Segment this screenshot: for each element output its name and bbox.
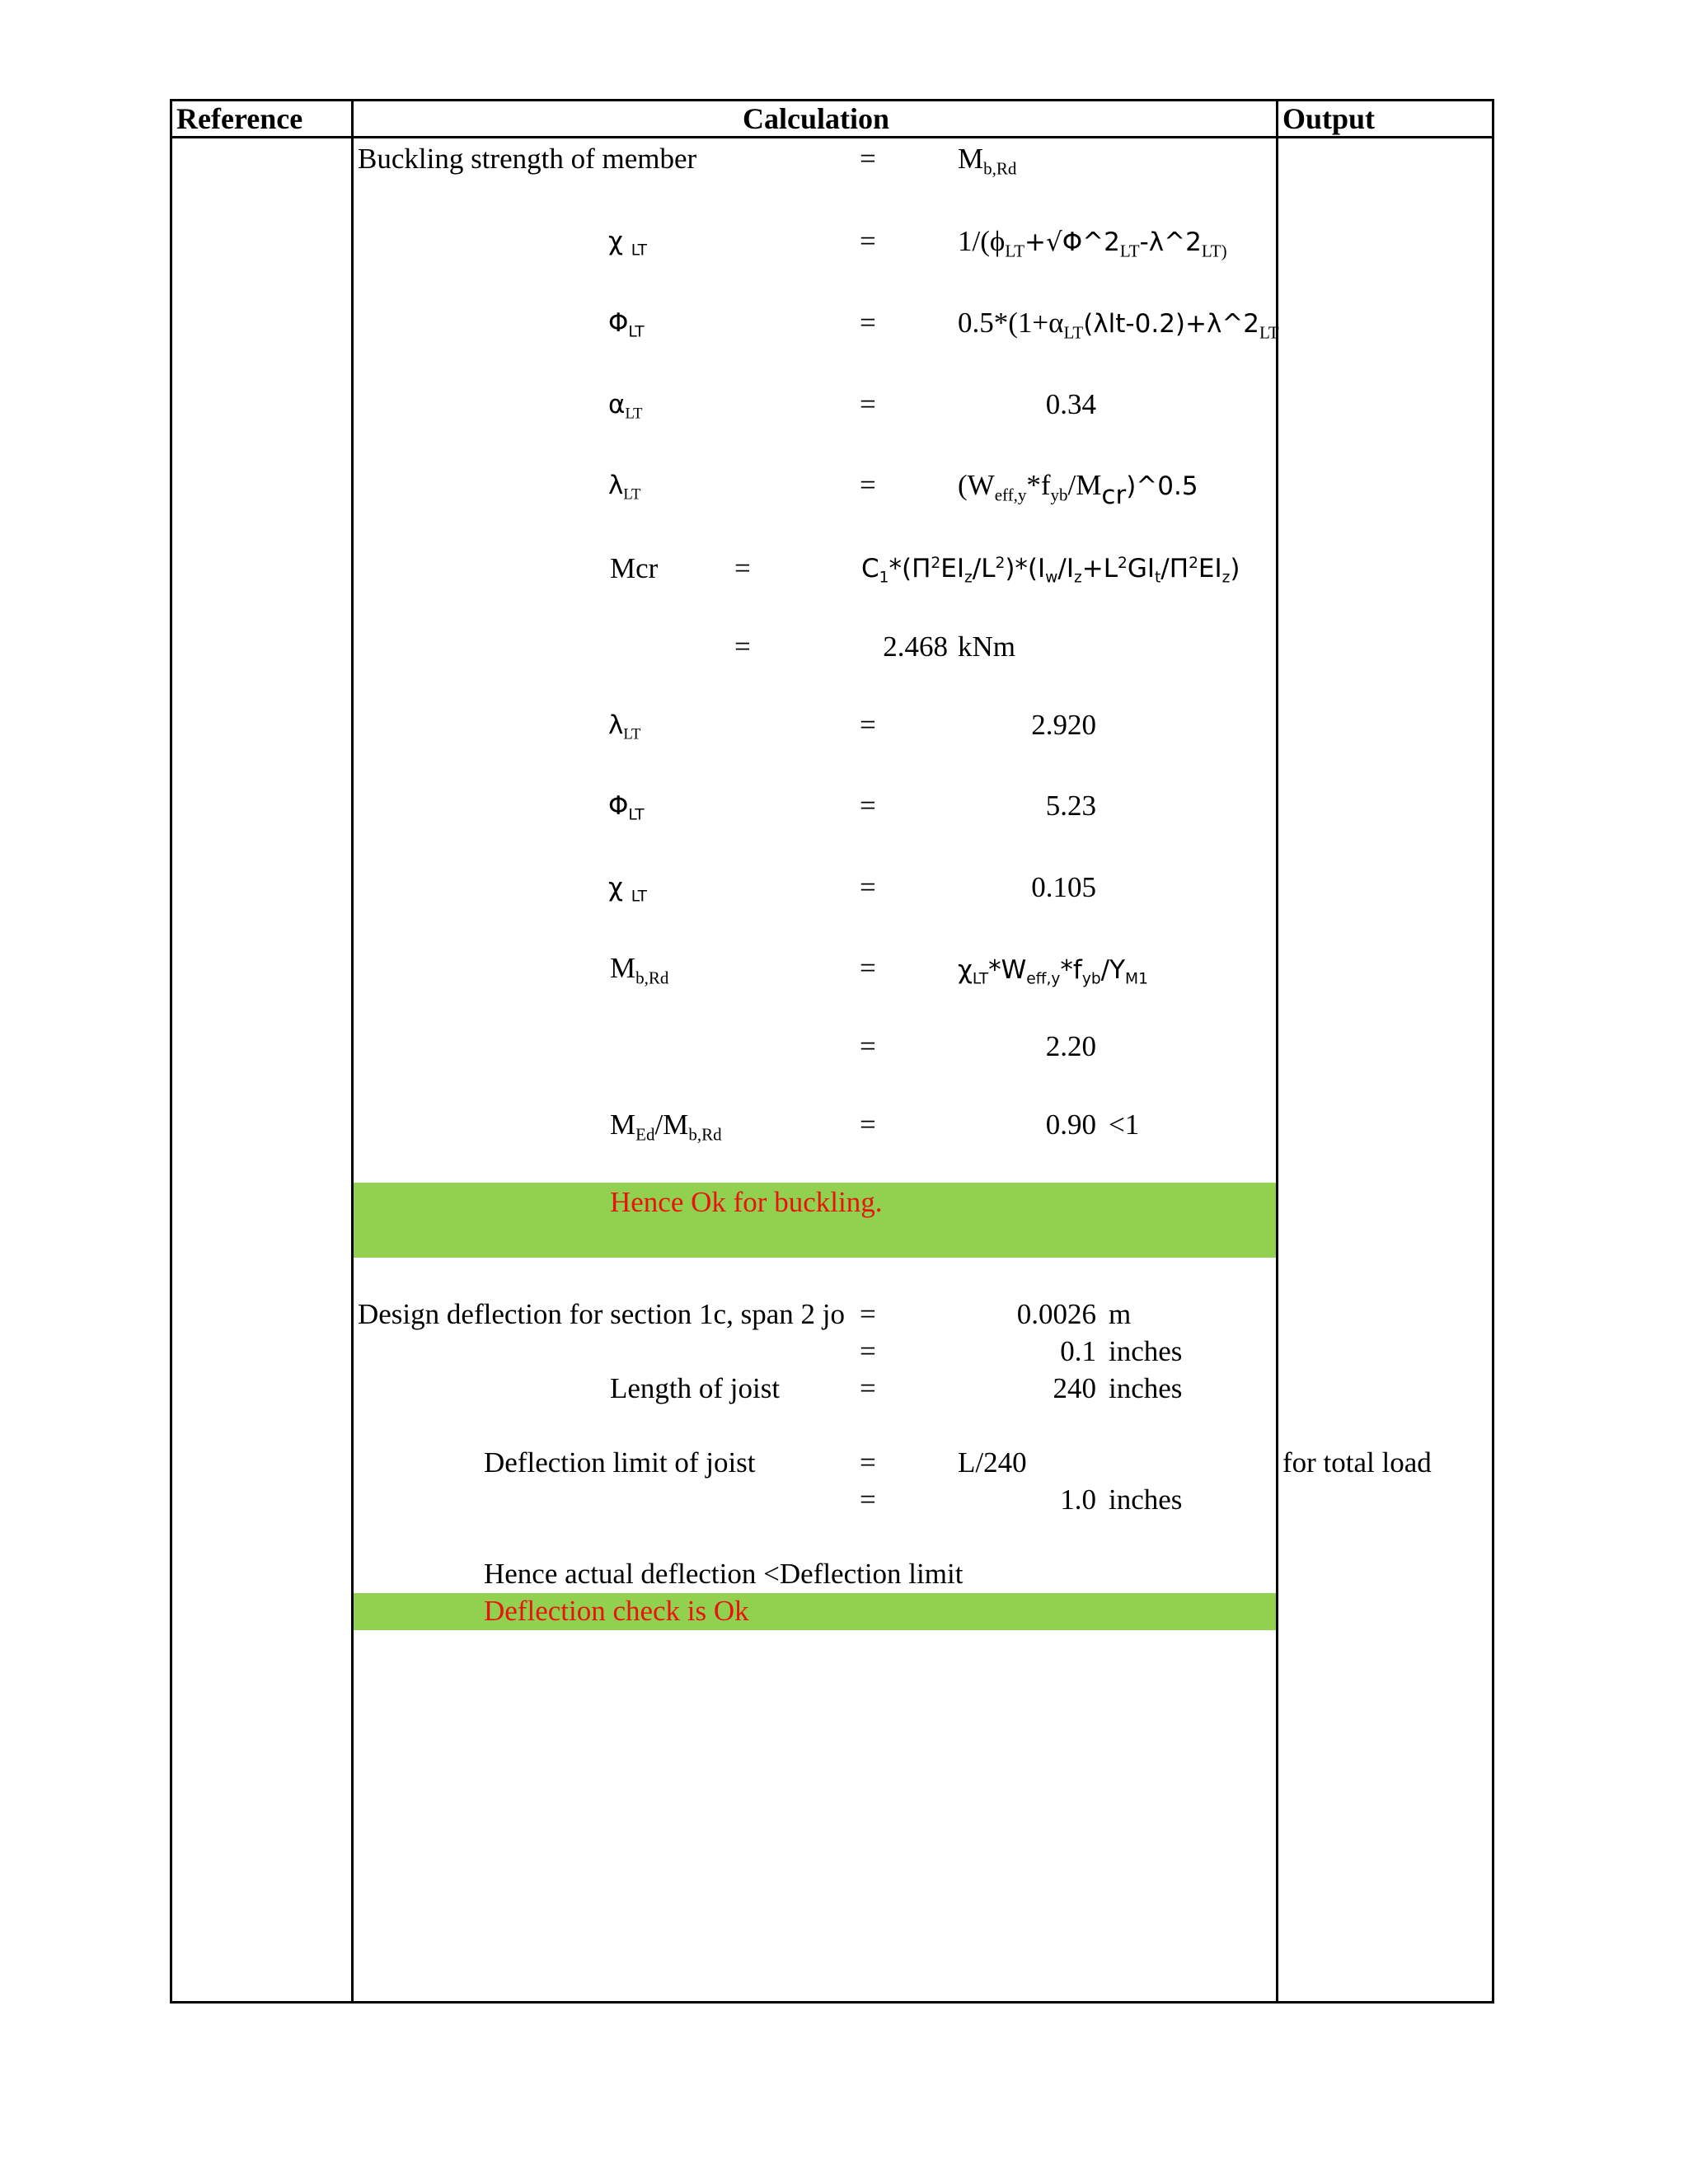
equals-sign: = — [860, 1372, 876, 1404]
equals-sign: = — [860, 143, 876, 175]
alpha-lt-value: 0.34 — [1045, 388, 1096, 420]
equals-sign: = — [860, 388, 876, 420]
mcr-value: 2.468 — [883, 630, 948, 663]
lambda-lt-symbol: $\lambda_{LT}$ — [608, 710, 641, 743]
phi-lt-symbol: $\Phi_{LT}$ — [608, 791, 645, 824]
chi-lt-value: 0.105 — [1031, 871, 1096, 903]
utilization-ratio-comparison: <1 — [1109, 1108, 1140, 1141]
equals-sign: = — [860, 1483, 876, 1516]
deflection-limit-value: 1.0 — [1060, 1483, 1096, 1516]
lambda-lt-formula: $(W_{eff,y}*f_{yb}/M_{cr})\^{}0.5$ — [958, 469, 1198, 510]
equals-sign: = — [734, 630, 751, 663]
phi-lt-symbol: $\Phi_{LT}$ — [608, 308, 645, 341]
deflection-value-inches: 0.1 — [1060, 1335, 1096, 1367]
length-of-joist-label: Length of joist — [610, 1372, 781, 1404]
mbrd-value: 2.20 — [1045, 1030, 1096, 1062]
deflection-limit-formula: L/240 — [958, 1446, 1027, 1479]
reference-column-divider — [351, 99, 354, 2004]
output-header: Output — [1282, 102, 1376, 135]
table-right-border — [1492, 99, 1494, 2004]
deflection-ok-text: Deflection check is Ok — [484, 1595, 749, 1627]
output-note: for total load — [1282, 1446, 1432, 1479]
calculation-header: Calculation — [743, 102, 890, 135]
equals-sign: = — [860, 1446, 876, 1479]
equals-sign: = — [860, 709, 876, 741]
table-top-border — [170, 99, 1494, 101]
mbrd-symbol: $M_{b,Rd}$ — [610, 952, 669, 988]
utilization-ratio-value: 0.90 — [1045, 1108, 1096, 1141]
alpha-lt-symbol: $\alpha_{LT}$ — [608, 390, 643, 423]
mbrd-formula: $\chi_{LT}*W_{eff,y}*f_{yb}/\Upsilon_{M1}$ — [958, 955, 1148, 988]
output-column-divider — [1276, 99, 1278, 2004]
design-deflection-label: Design deflection for section 1c, span 2 jo — [358, 1298, 845, 1330]
equals-sign: = — [860, 225, 876, 257]
reference-header: Reference — [176, 102, 303, 135]
buckling-strength-symbol: $M_{b,Rd}$ — [958, 143, 1017, 179]
deflection-unit-inches: inches — [1109, 1335, 1183, 1367]
equals-sign: = — [860, 871, 876, 903]
length-of-joist-value: 240 — [1053, 1372, 1096, 1404]
chi-lt-symbol: χ $_{LT}$ — [608, 873, 647, 906]
lambda-lt-symbol: $\lambda_{LT}$ — [608, 471, 641, 504]
equals-sign: = — [860, 469, 876, 501]
equals-sign: = — [734, 552, 751, 584]
buckling-strength-label: Buckling strength of member — [358, 143, 697, 175]
equals-sign: = — [860, 1335, 876, 1367]
equals-sign: = — [860, 790, 876, 822]
phi-lt-value: 5.23 — [1045, 790, 1096, 822]
equals-sign: = — [860, 952, 876, 984]
equals-sign: = — [860, 307, 876, 339]
deflection-limit-unit: inches — [1109, 1483, 1183, 1516]
chi-lt-symbol: χ $_{LT}$ — [608, 227, 647, 260]
mcr-label: Mcr — [610, 552, 659, 584]
deflection-value-m: 0.0026 — [1016, 1298, 1096, 1330]
mcr-unit: kNm — [958, 630, 1015, 663]
table-left-border — [170, 99, 172, 2004]
deflection-limit-label: Deflection limit of joist — [484, 1446, 756, 1479]
chi-lt-formula: $1/(\phi_{LT}+√\Phi\^{}2_{LT}-\lambda\^{}2_{LT)}$ — [958, 225, 1227, 261]
equals-sign: = — [860, 1108, 876, 1141]
deflection-conclusion: Hence actual deflection <Deflection limit — [484, 1558, 964, 1590]
lambda-lt-value: 2.920 — [1031, 709, 1096, 741]
phi-lt-formula: $0.5*(1+\alpha_{LT}(\lambda lt-0.2)+\lambda\^{}2_{LT}$ — [958, 307, 1279, 343]
equals-sign: = — [860, 1298, 876, 1330]
header-bottom-border — [170, 136, 1494, 138]
mcr-formula: $C_1*(\Pi^2EI_z/L^2)*(I_w/I_z+L^2GI_t/\Pi^2EI_z)$ — [861, 554, 1240, 587]
deflection-unit-m: m — [1109, 1298, 1132, 1330]
length-of-joist-unit: inches — [1109, 1372, 1183, 1404]
utilization-ratio-symbol: $M_{Ed}/M_{b,Rd}$ — [610, 1108, 722, 1145]
equals-sign: = — [860, 1030, 876, 1062]
buckling-ok-text: Hence Ok for buckling. — [610, 1186, 883, 1218]
table-bottom-border — [170, 2001, 1494, 2004]
